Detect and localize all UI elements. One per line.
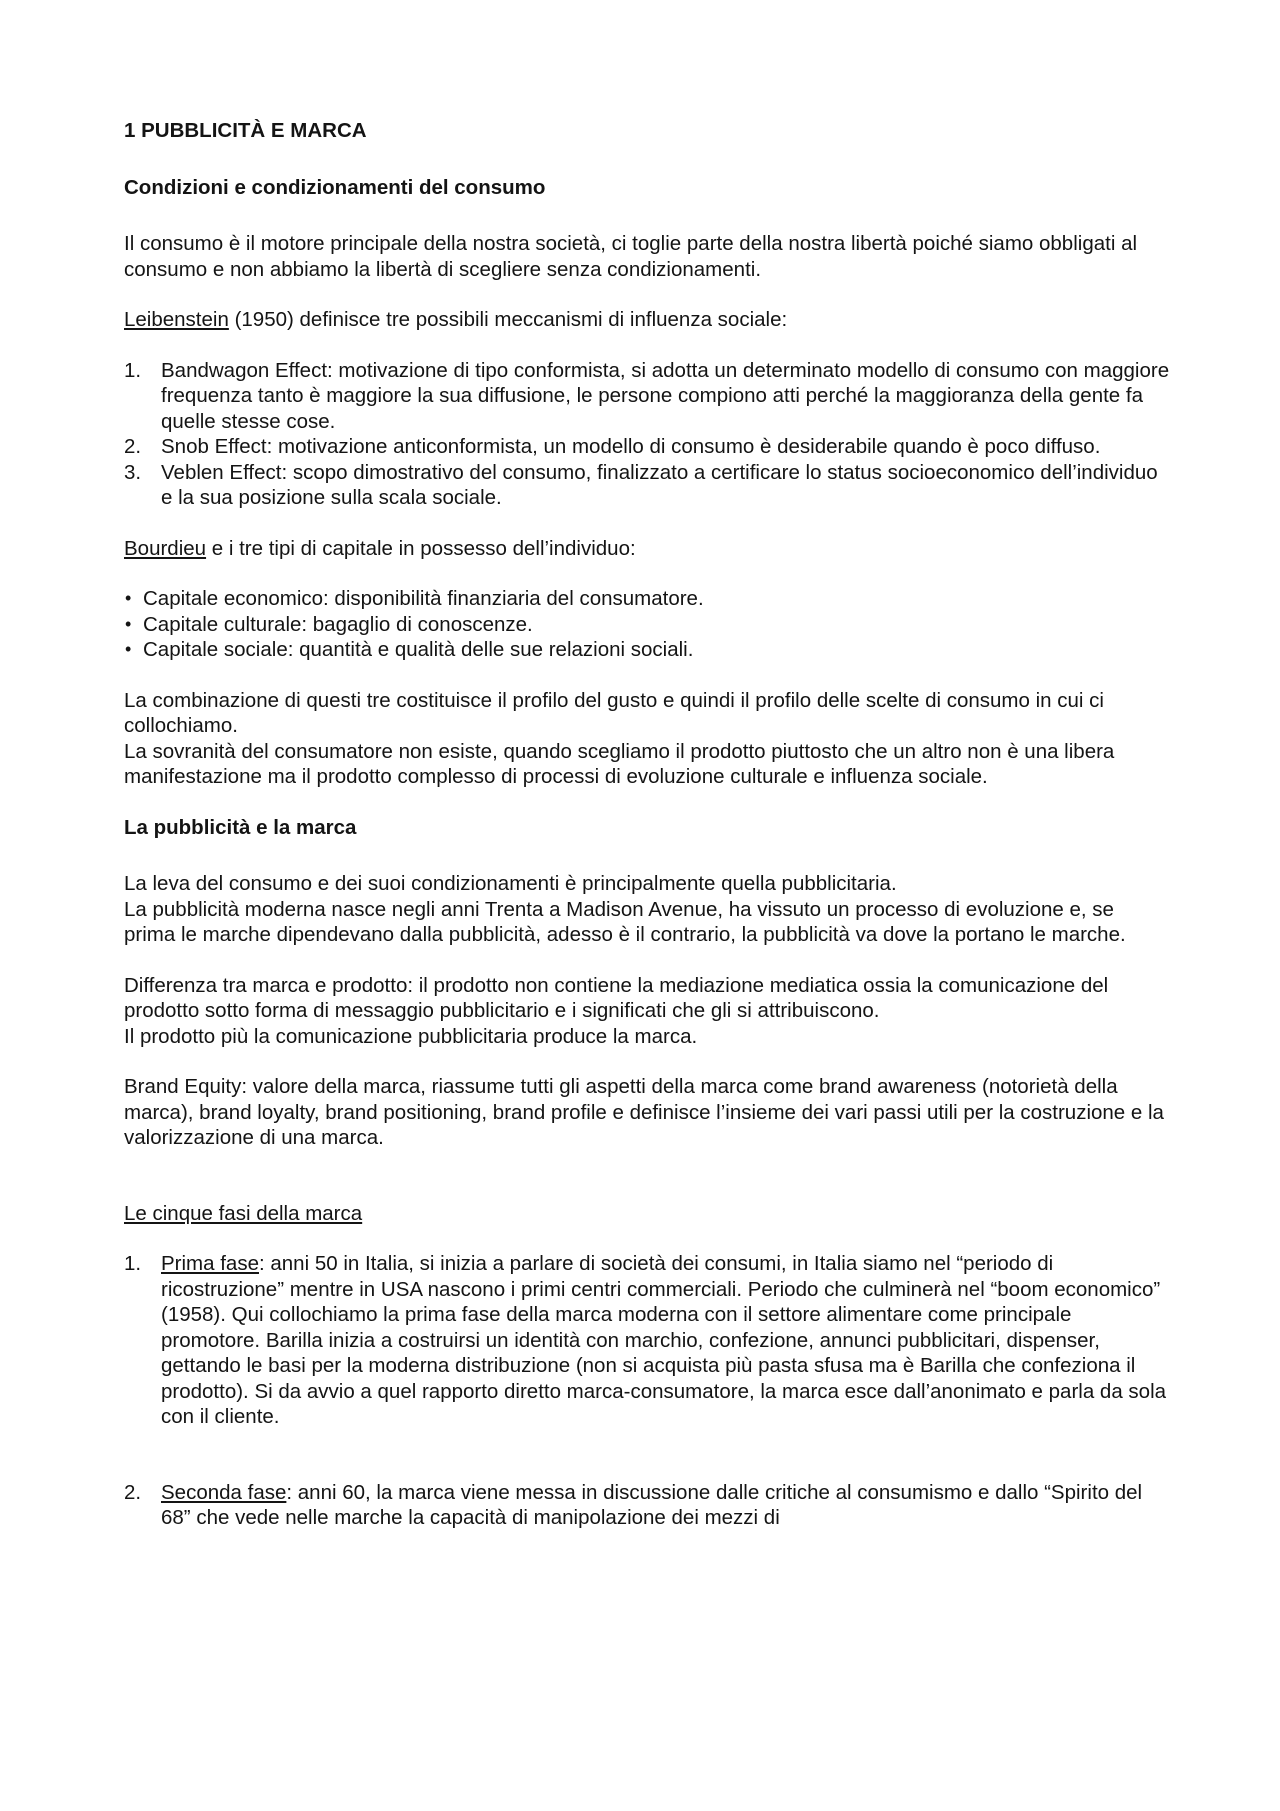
document-title: 1 PUBBLICITÀ E MARCA: [124, 119, 367, 142]
phase-label: Seconda fase: [161, 1480, 287, 1504]
list-item: [124, 358, 1170, 435]
bourdieu-text: e i tre tipi di capitale in possesso dell’individuo:: [206, 536, 636, 560]
leibenstein-name: Leibenstein: [124, 308, 229, 331]
list-number: 1.: [124, 1252, 142, 1275]
paragraph: La leva del consumo e dei suoi condizionamenti è principalmente quella pubblicitaria.: [124, 872, 897, 895]
list-text: : anni 50 in Italia, si inizia a parlare di società dei consumi, in Italia siamo nel “periodo di ricostruzione” mentre in USA nascono i primi centri commerciali. Periodo che culminerà nel “boom economico” (1958). Qui collochiamo la prima fase della marca moderna con il settore alimentare come principale promotore. Barilla inizia a costruirsi un identità con marchio, confezione, annunci pubblicitari, dispenser, gettando le basi per la moderna distribuzione (non si acquista più pasta sfusa ma è Barilla che confeziona il prodotto). Si da avvio a quel rapporto diretto marca-consumatore, la marca esce dall’anonimato e parla da sola con il cliente.: [161, 1252, 1167, 1428]
list-number: 1.: [124, 358, 142, 382]
section-heading-consumo: Condizioni e condizionamenti del consumo: [124, 175, 546, 199]
paragraph: Il prodotto più la comunicazione pubblicitaria produce la marca.: [124, 1024, 698, 1048]
list-item: [124, 1251, 1170, 1430]
brand-equity-paragraph: Brand Equity: valore della marca, riassume tutti gli aspetti della marca come brand awareness (notorietà della marca), brand loyalty, brand positioning, brand profile e definisce l’insieme dei vari passi utili per la costruzione e la valorizzazione di una marca.: [124, 1075, 1164, 1149]
list-text: Snob Effect: motivazione anticonformista, un modello di consumo è desiderabile quando è poco diffuso.: [161, 435, 1101, 458]
list-number: 2.: [124, 1480, 142, 1504]
list-item: [124, 637, 1170, 663]
list-text: Bandwagon Effect: motivazione di tipo conformista, si adotta un determinato modello di consumo con maggiore frequenza tanto è maggiore la sua diffusione, le persone compiono atti perché la maggioranza della gente fa quelle stesse cose.: [161, 358, 1170, 433]
bourdieu-name: Bourdieu: [124, 536, 207, 560]
list-number: 3.: [124, 460, 142, 484]
list-text: Capitale sociale: quantità e qualità delle sue relazioni sociali.: [143, 638, 694, 661]
list-item: [124, 460, 1170, 511]
phase-label: Prima fase: [161, 1252, 259, 1275]
list-text: Capitale economico: disponibilità finanziaria del consumatore.: [143, 587, 704, 610]
paragraph: Differenza tra marca e prodotto: il prodotto non contiene la mediazione mediatica ossia la comunicazione del prodotto sotto forma di messaggio pubblicitario e i significati che gli si attribuiscono.: [124, 973, 1109, 1022]
list-item: [124, 434, 1170, 460]
leibenstein-text: (1950) definisce tre possibili meccanismi di influenza sociale:: [228, 308, 788, 331]
list-text: Veblen Effect: scopo dimostrativo del consumo, finalizzato a certificare lo status socioeconomico dell’individuo e la sua posizione sulla scala sociale.: [161, 460, 1158, 509]
leibenstein-paragraph: [124, 307, 1170, 333]
capitals-list: [124, 586, 1170, 663]
phases-list: [124, 1251, 1170, 1531]
paragraph: La pubblicità moderna nasce negli anni Trenta a Madison Avenue, ha vissuto un processo di evoluzione e, se prima le marche dipendevano dalla pubblicità, adesso è il contrario, la pubblicità va dove la portano le marche.: [124, 897, 1126, 946]
effects-list: [124, 358, 1170, 511]
combination-paragraph: La combinazione di questi tre costituisce il profilo del gusto e quindi il profilo delle scelte di consumo in cui ci collochiamo.: [124, 688, 1104, 737]
list-item: [124, 612, 1170, 638]
section-heading-pubblicita: La pubblicità e la marca: [124, 815, 357, 839]
bourdieu-paragraph: [124, 536, 1170, 562]
list-number: 2.: [124, 435, 142, 458]
section-heading-fasi: Le cinque fasi della marca: [124, 1201, 363, 1225]
list-item: [124, 586, 1170, 612]
bullet-icon: •: [125, 639, 132, 659]
bullet-icon: •: [125, 588, 132, 608]
list-item: [124, 1480, 1170, 1531]
intro-paragraph: Il consumo è il motore principale della nostra società, ci toglie parte della nostra libertà poiché siamo obbligati al consumo e non abbiamo la libertà di scegliere senza condizionamenti.: [124, 232, 1138, 281]
sovereignty-paragraph: La sovranità del consumatore non esiste, quando scegliamo il prodotto piuttosto che un altro non è una libera manifestazione ma il prodotto complesso di processi di evoluzione culturale e influenza sociale.: [124, 739, 1115, 788]
list-text: : anni 60, la marca viene messa in discussione dalle critiche al consumismo e dallo “Spirito del 68” che vede nelle marche la capacità di manipolazione dei mezzi di: [161, 1480, 1143, 1529]
list-text: Capitale culturale: bagaglio di conoscenze.: [143, 612, 533, 636]
bullet-icon: •: [125, 613, 132, 634]
